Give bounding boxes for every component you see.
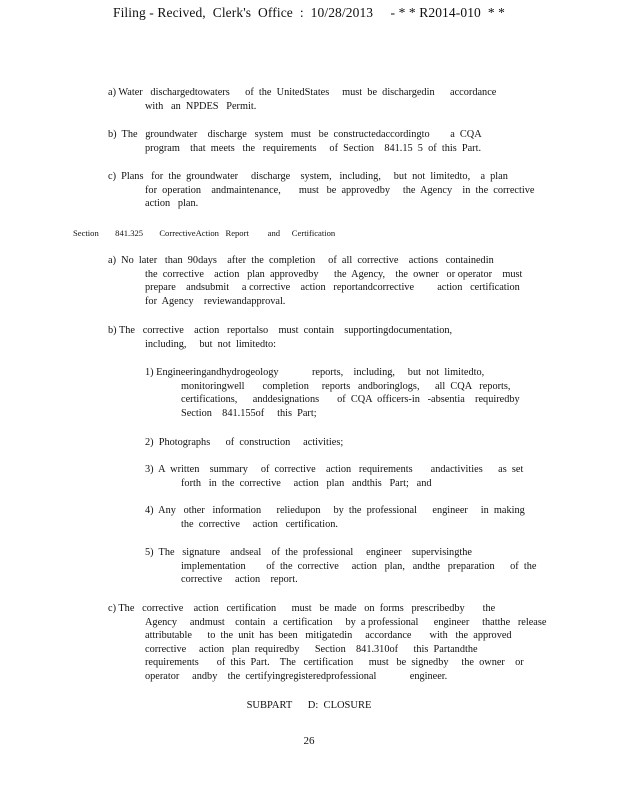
text-line: a) No later than 90days after the completion of all corrective actions containedin [108, 255, 494, 266]
text-line: 5) The signature andseal of the professional engineer supervisingthe [145, 547, 472, 558]
section-title-part: Report [225, 228, 249, 238]
paragraph-c-certification [108, 602, 546, 684]
section-title-part: CorrectiveAction [159, 228, 219, 238]
text-line: b) The corrective action reportalso must contain supportingdocumentation, [108, 325, 453, 336]
page-number: 26 [303, 735, 315, 747]
text-line: with an NPDES Permit. [145, 100, 257, 112]
section-title-part: Certification [291, 228, 336, 238]
text-line: 4) Any other information reliedupon by the professional engineer in making [145, 505, 525, 516]
section-label: Section [73, 228, 99, 238]
text-line: requirements of this Part. The certification must be signedby the owner or [145, 657, 524, 669]
text-line: attributable to the unit has been mitigatedin accordance with the approved [145, 630, 512, 642]
text-line: the corrective action plan approvedby the Agency, the owner or operator must [145, 268, 523, 280]
text-line: c) The corrective action certification must be made on forms prescribedby the [108, 603, 496, 614]
list-item-4-information [145, 504, 525, 531]
text-line: c) Plans for the groundwater discharge system, including, but not limitedto, a plan [108, 171, 508, 182]
filing-header: Filing - Recived, Clerk's Office : 10/28/2013 - * * R2014-010 * * [112, 5, 506, 20]
text-line: corrective action report. [181, 574, 298, 586]
section-title-part: and [267, 228, 281, 238]
text-line: including, but not limitedto: [145, 338, 276, 350]
text-line: for operation andmaintenance, must be approvedby the Agency in the corrective [145, 184, 535, 196]
text-line: for Agency reviewandapproval. [145, 295, 286, 307]
text-line: implementation of the corrective action plan, andthe preparation of the [181, 560, 537, 572]
list-item-2-photographs [145, 436, 343, 450]
text-line: certifications, anddesignations of CQA officers-in -absentia requiredby [181, 394, 520, 406]
text-line: Agency andmust contain a certification by a professional engineer thatthe release [145, 616, 547, 628]
list-item-3-summary [145, 463, 523, 490]
text-line: program that meets the requirements of Section 841.15 5 of this Part. [145, 142, 482, 154]
paragraph-a-no-later [108, 254, 522, 308]
section-heading [73, 228, 335, 238]
text-line: the corrective action certification. [181, 518, 338, 530]
text-line: 3) A written summary of corrective action requirements andactivities as set [145, 464, 524, 475]
paragraph-b-groundwater-system [108, 128, 482, 155]
subpart-heading: SUBPART D: CLOSURE [246, 700, 372, 711]
text-line: b) The groundwater discharge system must be constructedaccordingto a CQA [108, 129, 482, 140]
text-line: forth in the corrective action plan andthis Part; and [181, 477, 432, 489]
text-line: corrective action plan requiredby Section 841.310of this Partandthe [145, 643, 478, 655]
text-line: monitoringwell completion reports andboringlogs, all CQA reports, [181, 380, 511, 392]
text-line: prepare andsubmit a corrective action reportandcorrective action certification [145, 282, 520, 294]
paragraph-a-water-discharge [108, 86, 496, 113]
paragraph-b-report-contents [108, 324, 452, 351]
text-line: 1) Engineeringandhydrogeology reports, including, but not limitedto, [145, 367, 485, 378]
text-line: operator andby the certifyingregisteredprofessional engineer. [145, 670, 448, 682]
section-number: 841.325 [115, 228, 144, 238]
text-line: a) Water dischargedtowaters of the UnitedStates must be dischargedin accordance [108, 87, 497, 98]
text-line: 2) Photographs of construction activities; [145, 437, 344, 448]
list-item-1-engineering [145, 366, 520, 420]
text-line: action plan. [145, 198, 199, 210]
text-line: Section 841.155of this Part; [181, 407, 317, 419]
list-item-5-signature [145, 546, 536, 587]
paragraph-c-plans [108, 170, 534, 211]
